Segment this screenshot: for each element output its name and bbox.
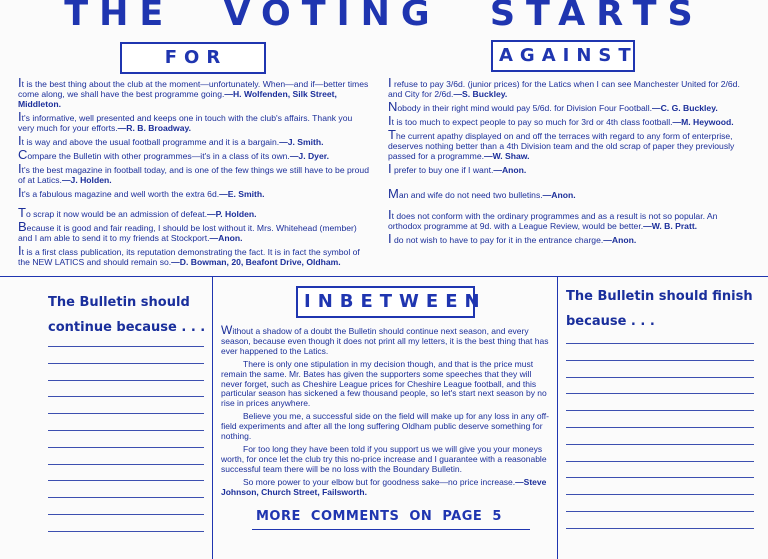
against-entry — [388, 186, 748, 201]
answer-line[interactable] — [566, 343, 754, 344]
inbetween-closing: So more power to your elbow but for goodness sake—no price increase. — [243, 476, 516, 487]
column-divider-left — [212, 276, 213, 559]
answer-line[interactable] — [48, 464, 204, 465]
inbetween-paragraph: There is only one stipulation in my decision though, and that is the price must remain the same. Mr. Bates has given the supporters some speeches that they will never forget, such as Cheshire League prices for Cheshire League football, and this particular season has sickened a few thousand people, so let's start next season by no rise in prices anywhere. — [221, 358, 547, 409]
answer-line[interactable] — [48, 396, 204, 397]
against-entry — [388, 113, 748, 128]
against-entry — [388, 161, 748, 176]
entry-author: —Anon. — [542, 190, 576, 200]
entry-author: —W. Shaw. — [484, 151, 530, 161]
entry-author: —H. Wolfenden, Silk Street, Middleton. — [18, 89, 337, 109]
for-entry — [18, 147, 370, 162]
for-entry — [18, 75, 370, 109]
entry-author: —R. B. Broadway. — [117, 123, 192, 133]
entry-text: Nobody in their right mind would pay 5/6d. for Division Four Football. — [388, 99, 652, 114]
inbetween-paragraph: Without a shadow of a doubt the Bulletin should continue next season, and every season, because even though it does not print all my letters, it is the best thing that has ever happened to the Latics. — [221, 323, 549, 356]
entry-text: I prefer to buy one if I want. — [388, 161, 494, 176]
answer-line[interactable] — [48, 346, 204, 347]
inbetween-paragraph: Believe you me, a successful side on the field will make up for any loss in any off-field experiments and after all the long suffering Oldham public deserve something for nothing. — [221, 411, 549, 442]
column-divider-right — [557, 276, 558, 559]
entry-text: I do not wish to have to pay for it in the entrance charge. — [388, 231, 604, 246]
headline: THE VOTING STARTS — [64, 0, 704, 34]
entry-text: The current apathy displayed on and off the terraces with regard to any form of enterprise, deserves nothing better than a 4th Division team and the old scrap of paper they previously passed for a programme. — [388, 127, 735, 161]
against-entry — [388, 75, 748, 99]
answer-line[interactable] — [48, 447, 204, 448]
entry-author: —W. B. Pratt. — [643, 221, 698, 231]
against-entry — [388, 127, 748, 161]
for-entry — [18, 133, 370, 148]
against-entry — [388, 231, 748, 246]
entry-text: It is way and above the usual football programme and it is a bargain. — [18, 133, 280, 148]
inbetween-column — [221, 323, 549, 501]
answer-line[interactable] — [566, 360, 754, 361]
more-comments-rule — [252, 529, 530, 530]
entry-text: It is a first class publication, its reputation demonstrating the fact. It is in fact the symbol of the NEW LATICS and should remain so. — [18, 243, 360, 267]
answer-line[interactable] — [566, 494, 754, 495]
entry-text: Compare the Bulletin with other programmes—it's in a class of its own. — [18, 147, 290, 162]
for-column — [18, 75, 370, 270]
more-comments-link[interactable]: MORE COMMENTS ON PAGE 5 — [256, 509, 502, 524]
entry-text: It is the best thing about the club at the moment—unfortunately. When—and if—better times come along, we shall have the best programme going. — [18, 75, 369, 99]
for-entry — [18, 161, 370, 185]
answer-line[interactable] — [566, 477, 754, 478]
entry-author: —M. Heywood. — [672, 117, 734, 127]
entry-text: It does not conform with the ordinary programmes and as a result is not so popular. An orthodox programme at 9d. with a League Review, would be better. — [388, 207, 718, 231]
inbetween-paragraph: For too long they have been told if you support us we will give you your moneys worth, for once let the club try this no-price increase and I guarantee with a reasonable successful team there will be no loss with the Boundary Bulletin. — [221, 443, 547, 474]
entry-text: It's informative, well presented and keeps one in touch with the club's affairs. Thank you very much for your efforts. — [18, 109, 353, 133]
answer-line[interactable] — [48, 380, 204, 381]
entry-text: It is too much to expect people to pay so much for 3rd or 4th class football. — [388, 113, 673, 128]
finish-answer-lines[interactable] — [566, 343, 754, 545]
inbetween-author: —Steve Johnson, Church Street, Failsworth. — [221, 476, 547, 497]
for-heading: FOR — [120, 42, 266, 74]
entry-author: —P. Holden. — [207, 209, 257, 219]
answer-line[interactable] — [566, 461, 754, 462]
entry-text: Because it is good and fair reading, I should be lost without it. Mrs. Whitehead (member) and I am able to send it to my friends at Stockport. — [18, 219, 357, 243]
for-entry — [18, 219, 370, 243]
answer-line[interactable] — [566, 444, 754, 445]
entry-author: —D. Bowman, 20, Beafont Drive, Oldham. — [171, 257, 341, 267]
answer-line[interactable] — [48, 514, 204, 515]
entry-text: To scrap it now would be an admission of defeat. — [18, 205, 208, 220]
entry-author: —E. Smith. — [219, 189, 265, 199]
answer-line[interactable] — [48, 430, 204, 431]
for-entry — [18, 185, 370, 200]
entry-text: It's the best magazine in football today, and is one of the few things we still have to be proud of at Latics. — [18, 161, 369, 185]
answer-line[interactable] — [566, 511, 754, 512]
answer-line[interactable] — [566, 528, 754, 529]
for-entry — [18, 109, 370, 133]
entry-author: —Anon. — [493, 165, 527, 175]
for-entry — [18, 205, 370, 220]
answer-line[interactable] — [566, 393, 754, 394]
answer-line[interactable] — [48, 363, 204, 364]
inbetween-heading: INBETWEEN — [296, 286, 475, 318]
answer-line[interactable] — [566, 377, 754, 378]
entry-author: —J. Smith. — [279, 137, 324, 147]
answer-line[interactable] — [48, 480, 204, 481]
entry-author: —C. G. Buckley. — [652, 103, 718, 113]
against-heading: AGAINST — [491, 40, 635, 72]
entry-author: —J. Holden. — [61, 175, 112, 185]
answer-line[interactable] — [48, 531, 204, 532]
against-entry — [388, 207, 748, 231]
entry-text: It's a fabulous magazine and well worth the extra 6d. — [18, 185, 220, 200]
answer-line[interactable] — [48, 413, 204, 414]
continue-prompt: The Bulletin should continue because . . . — [48, 295, 206, 335]
entry-author: —J. Dyer. — [289, 151, 329, 161]
continue-answer-lines[interactable] — [48, 346, 204, 548]
entry-text: I refuse to pay 3/6d. (junior prices) for the Latics when I can see Manchester United for 2/6d. and City for 2/6d. — [388, 75, 740, 99]
for-entry — [18, 243, 370, 267]
inbetween-paragraph — [221, 478, 549, 498]
entry-author: —Anon. — [209, 233, 243, 243]
entry-text: Man and wife do not need two bulletins. — [388, 186, 543, 201]
against-column — [388, 75, 748, 248]
against-entry — [388, 99, 748, 114]
answer-line[interactable] — [566, 410, 754, 411]
entry-author: —S. Buckley. — [453, 89, 508, 99]
finish-prompt: The Bulletin should finish because . . . — [566, 289, 753, 329]
answer-line[interactable] — [566, 427, 754, 428]
answer-line[interactable] — [48, 497, 204, 498]
entry-author: —Anon. — [603, 235, 637, 245]
section-divider — [0, 276, 768, 277]
